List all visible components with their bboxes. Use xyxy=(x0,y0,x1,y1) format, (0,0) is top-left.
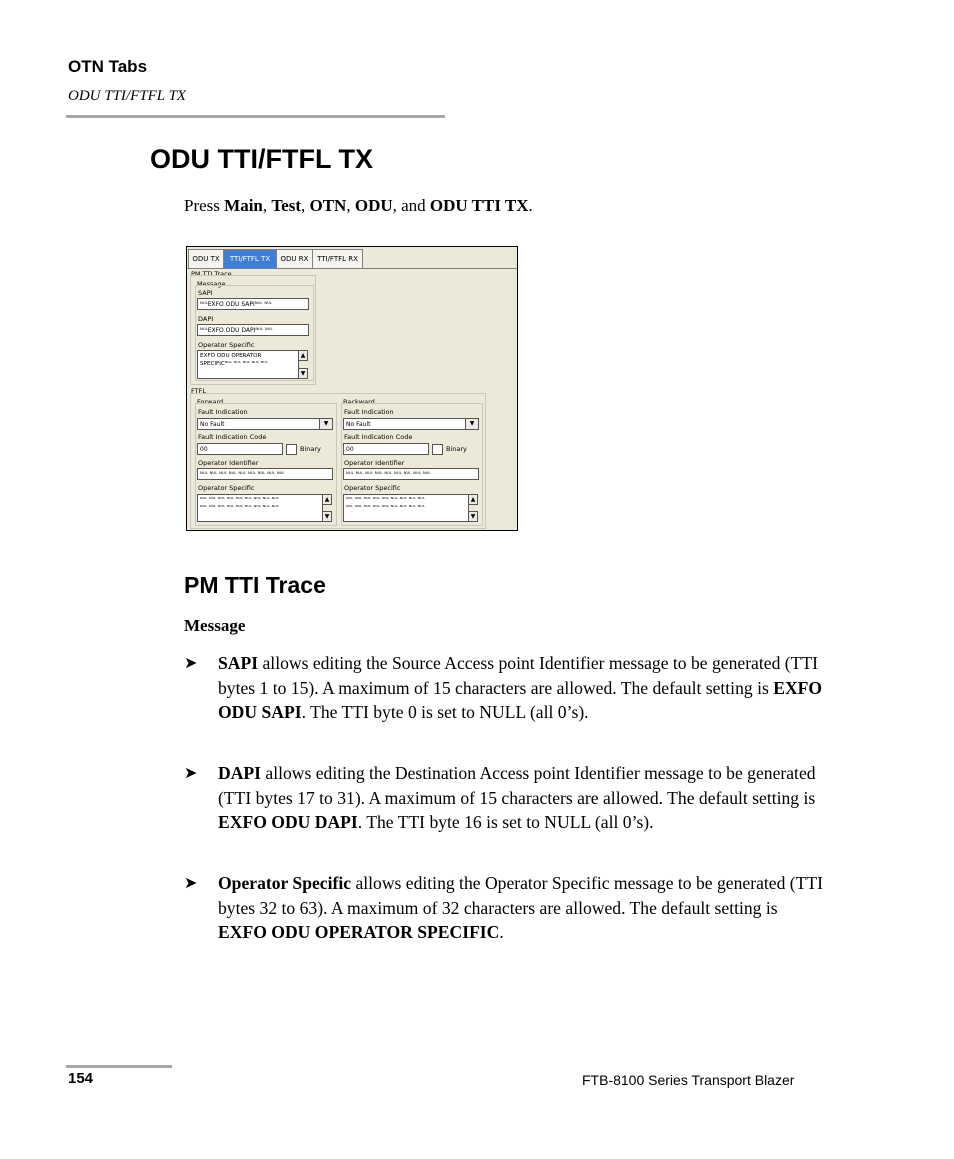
backward-fault-indication-select[interactable]: No Fault ▼ xyxy=(343,418,479,430)
backward-operator-identifier-field[interactable]: ᴺᵁᴸ ᴺᵁᴸ ᴺᵁᴸ ᴺᵁᴸ ᴺᵁᴸ ᴺᵁᴸ ᴺᵁᴸ ᴺᵁᴸ ᴺᵁᴸ xyxy=(343,468,479,480)
backward-operator-specific-label: Operator Specific xyxy=(344,484,401,492)
subsection-title: ODU TTI/FTFL TX xyxy=(68,88,187,104)
backward-binary-checkbox[interactable] xyxy=(432,444,443,455)
forward-binary-label: Binary xyxy=(300,445,321,453)
tab-odu-rx[interactable]: ODU RX xyxy=(276,249,313,269)
tab-tti-ftfl-tx[interactable]: TTI/FTFL TX xyxy=(223,249,277,269)
message-label: Message xyxy=(197,280,226,288)
backward-label: Backward xyxy=(343,398,375,406)
section-title: OTN Tabs xyxy=(68,57,148,76)
footer-product: FTB-8100 Series Transport Blazer xyxy=(582,1072,795,1088)
pm-tti-trace-label: PM TTI Trace xyxy=(191,270,232,278)
tab-odu-tx[interactable]: ODU TX xyxy=(188,249,224,269)
arrow-icon: ➤ xyxy=(184,875,198,892)
header-rule xyxy=(66,115,445,118)
footer-rule xyxy=(66,1065,172,1068)
sapi-label: SAPI xyxy=(198,289,213,297)
forward-label: Forward xyxy=(197,398,224,406)
scroll-up-button[interactable]: ▲ xyxy=(298,350,308,361)
forward-operator-identifier-field[interactable]: ᴺᵁᴸ ᴺᵁᴸ ᴺᵁᴸ ᴺᵁᴸ ᴺᵁᴸ ᴺᵁᴸ ᴺᵁᴸ ᴺᵁᴸ ᴺᵁᴸ xyxy=(197,468,333,480)
forward-operator-specific-textarea[interactable]: ᴺᵁᴸ ᴺᵁᴸ ᴺᵁᴸ ᴺᵁᴸ ᴺᵁᴸ ᴺᵁᴸ ᴺᵁᴸ ᴺᵁᴸ ᴺᵁᴸ ᴺᵁᴸ ᴺᵁᴸ ᴺᵁᴸ ᴺᵁᴸ ᴺᵁᴸ ᴺᵁᴸ ᴺᵁᴸ ᴺᵁᴸ ᴺᵁᴸ xyxy=(197,494,323,522)
dapi-field[interactable]: ᴺᵁᴸEXFO ODU DAPIᴺᵁᴸ ᴺᵁᴸ xyxy=(197,324,309,336)
forward-scroll-up-button[interactable]: ▲ xyxy=(322,494,332,505)
backward-fault-indication-label: Fault Indication xyxy=(344,408,394,416)
backward-binary-label: Binary xyxy=(446,445,467,453)
tti-ftfl-screenshot xyxy=(186,246,518,531)
operator-specific-textarea[interactable]: EXFO ODU OPERATOR SPECIFICᴺᵁᴸ ᴺᵁᴸ ᴺᵁᴸ ᴺᵁᴸ ᴺᵁᴸ xyxy=(197,350,299,379)
message-heading: Message xyxy=(184,616,246,635)
forward-fault-code-label: Fault Indication Code xyxy=(198,433,267,441)
forward-operator-specific-label: Operator Specific xyxy=(198,484,255,492)
page-number: 154 xyxy=(68,1070,94,1087)
forward-fault-indication-select[interactable]: No Fault ▼ xyxy=(197,418,333,430)
bullet-dapi: ➤ DAPI allows editing the Destination Access point Identifier message to be generated (TTI bytes 17 to 31). A maximum of 15 characters are allowed. The default setting is EXFO ODU DAPI. The TTI byte 16 is set to NULL (all 0’s). xyxy=(184,763,816,832)
dapi-label: DAPI xyxy=(198,315,214,323)
arrow-icon: ➤ xyxy=(184,765,198,782)
forward-fault-indication-label: Fault Indication xyxy=(198,408,248,416)
forward-binary-checkbox[interactable] xyxy=(286,444,297,455)
subheading: PM TTI Trace xyxy=(184,572,326,598)
backward-fault-code-field[interactable]: 00 xyxy=(343,443,429,455)
backward-scroll-down-button[interactable]: ▼ xyxy=(468,511,478,522)
forward-operator-identifier-label: Operator Identifier xyxy=(198,459,259,467)
arrow-icon: ➤ xyxy=(184,655,198,672)
instruction-text: Press Main, Test, OTN, ODU, and ODU TTI TX. xyxy=(184,196,533,215)
tab-tti-ftfl-rx[interactable]: TTI/FTFL RX xyxy=(312,249,363,269)
sapi-field[interactable]: ᴺᵁᴸEXFO ODU SAPIᴺᵁᴸ ᴺᵁᴸ xyxy=(197,298,309,310)
page-title: ODU TTI/FTFL TX xyxy=(150,144,373,174)
forward-fault-code-field[interactable]: 00 xyxy=(197,443,283,455)
backward-operator-identifier-label: Operator Identifier xyxy=(344,459,405,467)
scroll-down-button[interactable]: ▼ xyxy=(298,368,308,379)
operator-specific-label: Operator Specific xyxy=(198,341,255,349)
tab-panel-border xyxy=(187,268,517,269)
ftfl-label: FTFL xyxy=(191,387,206,395)
bullet-operator-specific: ➤ Operator Specific allows editing the Operator Specific message to be generated (TTI bytes 32 to 63). A maximum of 32 characters are allowed. The default setting is EXFO ODU OPERATOR SPECIFIC. xyxy=(184,873,823,942)
backward-scroll-up-button[interactable]: ▲ xyxy=(468,494,478,505)
forward-scroll-down-button[interactable]: ▼ xyxy=(322,511,332,522)
bullet-sapi: ➤ SAPI allows editing the Source Access point Identifier message to be generated (TTI bytes 1 to 15). A maximum of 15 characters are allowed. The default setting is EXFO ODU SAPI. The TTI byte 0 is set to NULL (all 0’s). xyxy=(184,653,823,722)
backward-operator-specific-textarea[interactable]: ᴺᵁᴸ ᴺᵁᴸ ᴺᵁᴸ ᴺᵁᴸ ᴺᵁᴸ ᴺᵁᴸ ᴺᵁᴸ ᴺᵁᴸ ᴺᵁᴸ ᴺᵁᴸ ᴺᵁᴸ ᴺᵁᴸ ᴺᵁᴸ ᴺᵁᴸ ᴺᵁᴸ ᴺᵁᴸ ᴺᵁᴸ ᴺᵁᴸ xyxy=(343,494,469,522)
backward-fault-code-label: Fault Indication Code xyxy=(344,433,413,441)
